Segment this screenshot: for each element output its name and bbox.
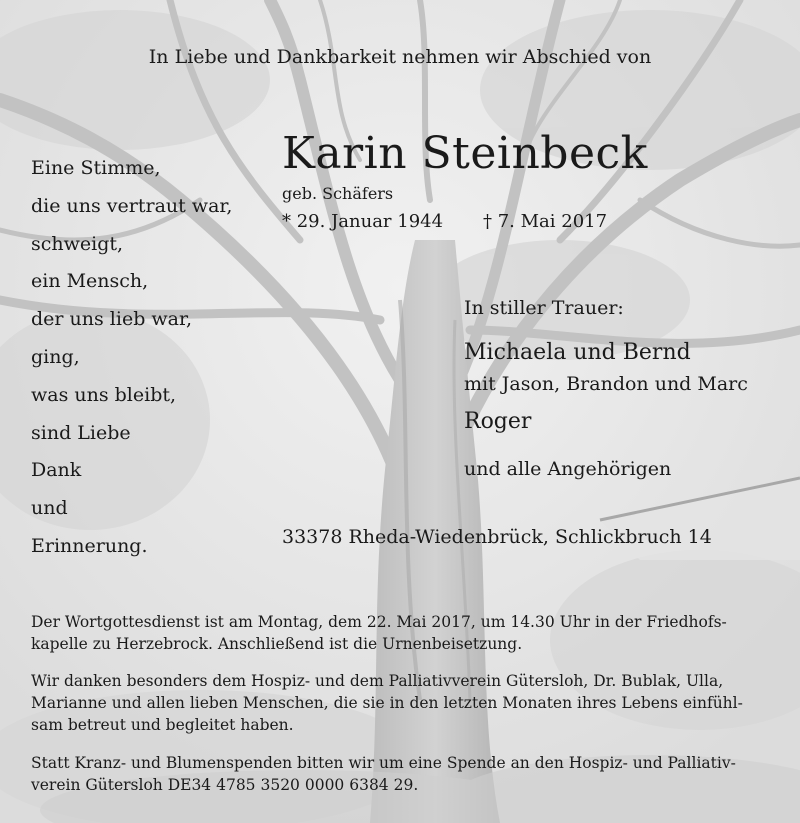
- poem-line: ein Mensch,: [31, 270, 149, 293]
- address: 33378 Rheda-Wiedenbrück, Schlickbruch 14: [282, 526, 712, 548]
- poem-line: schweigt,: [31, 232, 124, 255]
- paragraph-line: verein Gütersloh DE34 4785 3520 0000 6384 29.: [31, 776, 419, 794]
- poem: [31, 150, 232, 566]
- death-date: † 7. Mai 2017: [483, 211, 608, 232]
- paragraph-line: Wir danken besonders dem Hospiz- und dem Palliativverein Gütersloh, Dr. Bublak, Ulla,: [31, 672, 724, 690]
- paragraph-line: kapelle zu Herzebrock. Anschließend ist die Urnenbeisetzung.: [31, 635, 523, 653]
- paragraph-line: sam betreut und begleitet haben.: [31, 716, 294, 734]
- thanks-paragraph: [31, 670, 770, 736]
- poem-line: die uns vertraut war,: [31, 194, 233, 217]
- paragraph-line: Marianne und allen lieben Menschen, die sie in den letzten Monaten ihres Lebens einfühl-: [31, 694, 743, 712]
- poem-line: Dank: [31, 459, 82, 482]
- birth-name: geb. Schäfers: [282, 184, 394, 203]
- poem-line: was uns bleibt,: [31, 383, 177, 406]
- birth-date: * 29. Januar 1944: [282, 211, 444, 232]
- poem-line: und: [31, 497, 68, 520]
- intro-text: In Liebe und Dankbarkeit nehmen wir Abschied von: [148, 46, 652, 68]
- mourners-label: In stiller Trauer:: [464, 297, 624, 319]
- poem-line: Erinnerung.: [31, 534, 148, 557]
- deceased-name: Karin Steinbeck: [282, 128, 648, 179]
- service-info-paragraph: [31, 611, 770, 655]
- paragraph-line: Statt Kranz- und Blumenspenden bitten wir um eine Spende an den Hospiz- und Palliativ-: [31, 754, 736, 772]
- mourner-relatives: und alle Angehörigen: [464, 458, 672, 480]
- poem-line: sind Liebe: [31, 421, 131, 444]
- mourner-family-1-children: mit Jason, Brandon und Marc: [464, 373, 748, 395]
- mourner-family-1: Michaela und Bernd: [464, 340, 691, 365]
- mourner-family-2: Roger: [464, 409, 532, 434]
- poem-line: Eine Stimme,: [31, 157, 161, 179]
- paragraph-line: Der Wortgottesdienst ist am Montag, dem 22. Mai 2017, um 14.30 Uhr in der Friedhofs-: [31, 613, 727, 631]
- poem-line: der uns lieb war,: [31, 308, 193, 331]
- poem-line: ging,: [31, 345, 80, 368]
- donation-paragraph: [31, 752, 770, 796]
